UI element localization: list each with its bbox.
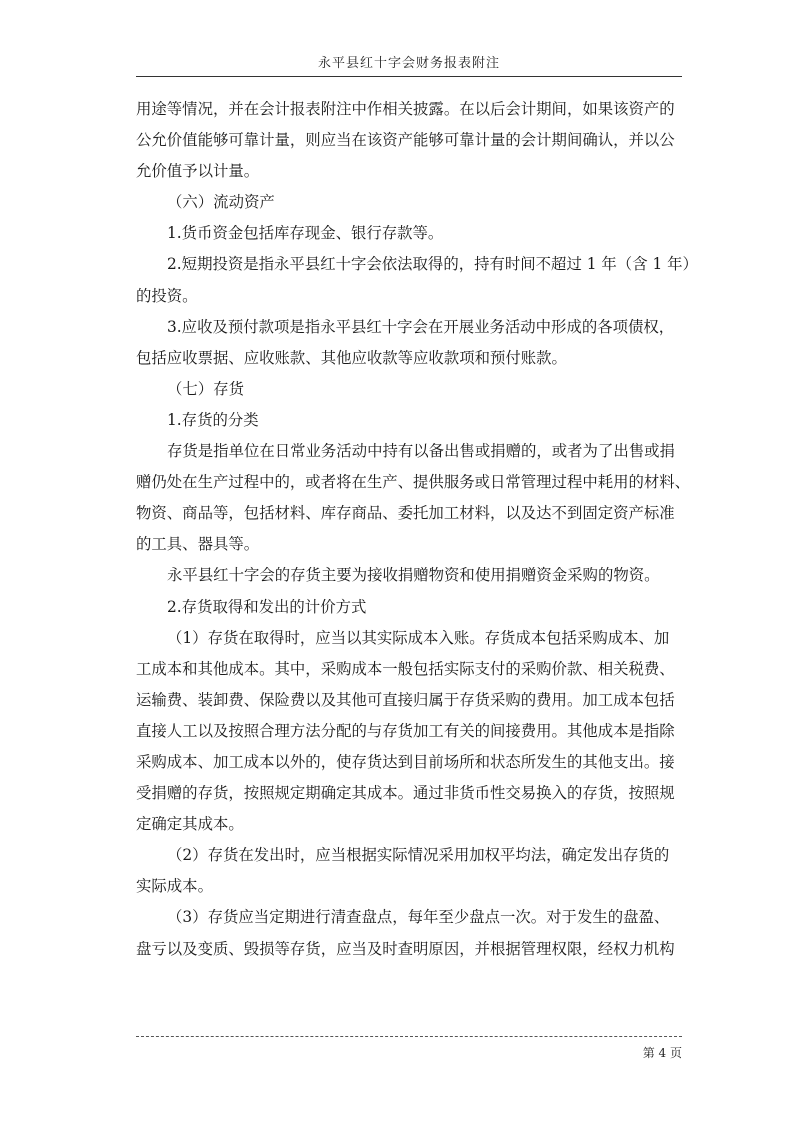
document-body: [136, 94, 698, 965]
subsection-heading: 1.存货的分类: [167, 410, 259, 429]
text-line: 存货是指单位在日常业务活动中持有以备出售或捐赠的，或者为了出售或捐: [167, 442, 675, 461]
text-line: 永平县红十字会的存货主要为接收捐赠物资和使用捐赠资金采购的物资。: [167, 566, 660, 585]
text-line: 工成本和其他成本。其中，采购成本一般包括实际支付的采购价款、相关税费、: [136, 659, 675, 678]
text-line: 的工具、器具等。: [136, 535, 260, 554]
text-line: 物资、商品等，包括材料、库存商品、委托加工材料，以及达不到固定资产标准: [136, 504, 675, 523]
text-line: （2）存货在发出时，应当根据实际情况采用加权平均法，确定发出存货的: [167, 846, 670, 865]
text-line: 运输费、装卸费、保险费以及其他可直接归属于存货采购的费用。加工成本包括: [136, 690, 675, 709]
text-line: 公允价值能够可靠计量，则应当在该资产能够可靠计量的会计期间确认，并以公: [136, 131, 675, 150]
text-line: 1.货币资金包括库存现金、银行存款等。: [167, 224, 444, 243]
text-line: 受捐赠的存货，按照规定期确定其成本。通过非货币性交易换入的存货，按照规: [136, 784, 675, 803]
text-line: 包括应收票据、应收账款、其他应收款等应收款项和预付账款。: [136, 348, 567, 367]
text-line: 定确定其成本。: [136, 815, 244, 834]
page-number: 第 4 页: [642, 1046, 682, 1060]
text-line: 3.应收及预付款项是指永平县红十字会在开展业务活动中形成的各项债权，: [167, 317, 675, 336]
section-heading: （七）存货: [167, 379, 244, 398]
page-header-title: 永平县红十字会财务报表附注: [317, 56, 500, 71]
text-line: 2.短期投资是指永平县红十字会依法取得的，持有时间不超过 1 年（含 1 年）: [167, 255, 698, 274]
text-line: 允价值予以计量。: [136, 162, 260, 181]
text-line: 赠仍处在生产过程中的，或者将在生产、提供服务或日常管理过程中耗用的材料、: [136, 473, 691, 492]
text-line: 直接人工以及按照合理方法分配的与存货加工有关的间接费用。其他成本是指除: [136, 721, 675, 740]
text-line: 采购成本、加工成本以外的，使存货达到目前场所和状态所发生的其他支出。接: [136, 752, 675, 771]
text-line: 用途等情况，并在会计报表附注中作相关披露。在以后会计期间，如果该资产的: [136, 100, 675, 118]
footer-divider: [136, 1036, 682, 1037]
subsection-heading: 2.存货取得和发出的计价方式: [167, 597, 367, 616]
section-heading: （六）流动资产: [167, 193, 275, 212]
header-divider: [136, 76, 682, 77]
text-line: （1）存货在取得时，应当以其实际成本入账。存货成本包括采购成本、加: [167, 628, 670, 647]
text-line: 实际成本。: [136, 877, 213, 896]
text-line: （3）存货应当定期进行清查盘点，每年至少盘点一次。对于发生的盘盈、: [167, 908, 670, 927]
text-line: 盘亏以及变质、毁损等存货，应当及时查明原因，并根据管理权限，经权力机构: [136, 939, 675, 958]
text-line: 的投资。: [136, 286, 198, 305]
